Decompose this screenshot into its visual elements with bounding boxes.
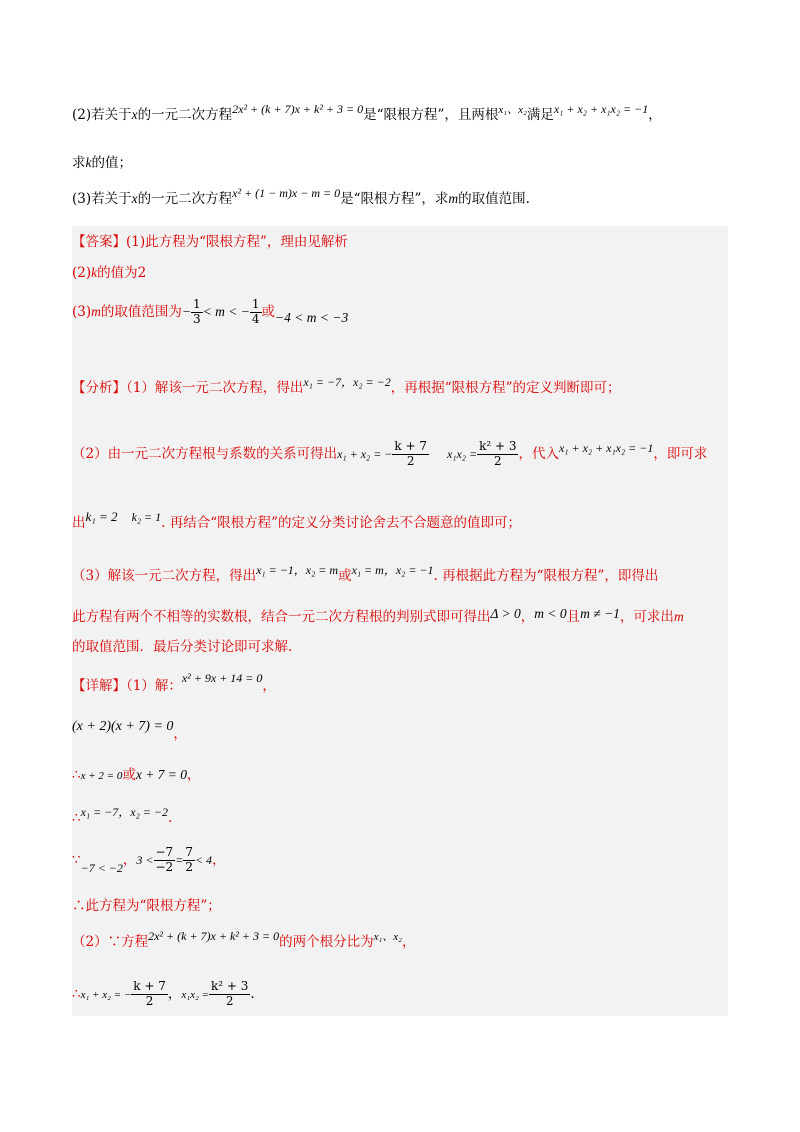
analysis-3-mne: m ≠ −1 [580, 606, 620, 621]
analysis-3-m: m [673, 609, 684, 624]
detail-3-end: ， [187, 767, 201, 783]
q2-k: k [85, 155, 92, 170]
answer-3-mid: 的取值范围为 [100, 303, 182, 320]
detail-7b: 的两个根分比为 [279, 934, 374, 950]
d5-num2: 7 [185, 845, 193, 859]
detail-1-end: ， [262, 678, 276, 694]
detail-5-frac2 [183, 846, 195, 875]
q2-equation: 2x² + (k + 7)x + k² + 3 = 0 [232, 102, 364, 116]
detail-4-therefore: ∴ [72, 810, 81, 826]
detail-8-therefore: ∴ [72, 985, 81, 1002]
detail-5-ineq: −7 < −2 [80, 860, 123, 875]
analysis-2-sum-frac [392, 440, 429, 469]
analysis-2a: （2）由一元二次方程根与系数的关系可得出 [72, 445, 338, 462]
q2-text-d: 满足 [526, 107, 554, 123]
analysis-2-sum-left: x₁ + x₂ = − [337, 446, 393, 461]
d8-prod-den: 2 [225, 993, 234, 1008]
analysis-3-r2: x₁ = m，x₂ = −1 [351, 563, 434, 577]
answer-3-minus: − [181, 303, 191, 319]
analysis-3c: 此方程有两个不相等的实数根，结合一元二次方程根的判别式即可得出 [72, 609, 491, 625]
sum-den: 2 [406, 453, 415, 468]
detail-3-therefore: ∴ [72, 767, 81, 783]
d8-sum-den: 2 [145, 993, 154, 1008]
prod-num: k² + 3 [479, 439, 517, 453]
detail-label: 【详解】 [72, 678, 126, 694]
detail-5-frac [154, 846, 176, 875]
analysis-2e: . 再结合“限根方程”的定义分类讨论舍去不合题意的值即可； [161, 515, 522, 531]
detail-line6 [72, 900, 221, 914]
q2-line1 [72, 102, 662, 123]
answer-3-ineq2: −4 < m < −3 [275, 309, 349, 325]
prod-den: 2 [493, 453, 502, 468]
frac1-den: 3 [193, 311, 201, 326]
d5-num: −7 [155, 845, 174, 859]
analysis-line5 [72, 606, 684, 625]
analysis-3-r1: x₁ = −1，x₂ = m [256, 563, 339, 577]
sum-num: k + 7 [394, 439, 427, 453]
detail-3-eq1: x + 2 = 0 [80, 770, 123, 782]
detail-8-comma: ， [167, 985, 182, 1002]
answer-2-post: 的值为2 [97, 265, 147, 281]
answer-3-m: m [91, 303, 101, 319]
detail-7a: （2）∵方程 [72, 934, 149, 950]
detail-5-end: ， [212, 851, 226, 868]
detail-line4 [72, 805, 173, 826]
q3-text-d: 的取值范围. [458, 191, 530, 207]
answer-3-frac1 [191, 298, 203, 327]
detail-5-comma: ， [122, 851, 137, 868]
answer-2-pre: (2) [72, 265, 92, 281]
detail-line8 [72, 980, 255, 1009]
q3-text-a: (3)若关于 [72, 191, 132, 207]
detail-3-eq2: x + 7 = 0 [135, 767, 188, 782]
analysis-line1 [72, 375, 621, 396]
q3-text-c: 是“限根方程”，求 [340, 191, 449, 207]
detail-4-eq: x₁ = −7，x₂ = −2 [80, 805, 168, 819]
detail-8-prod-left: x₁x₂ = [181, 988, 209, 1001]
detail-5-b: = [175, 852, 184, 867]
analysis-line6 [72, 641, 292, 655]
detail-line5 [72, 846, 226, 875]
answer-2-k: k [91, 265, 98, 280]
analysis-line2 [72, 440, 707, 469]
detail-line2 [72, 719, 187, 742]
detail-4-end: . [167, 810, 173, 826]
answer-3-ineq-mid: < m < − [202, 303, 250, 319]
q2-text-b: 的一元二次方程 [137, 107, 233, 123]
q2-condition: x₁ + x₂ + x₁x₂ = −1 [553, 102, 649, 116]
d8-sum-num: k + 7 [133, 979, 166, 993]
detail-8-end: . [250, 985, 255, 1002]
q2-text-g: 的值； [91, 155, 132, 171]
analysis-2-k1: k₁ = 2 [85, 509, 118, 524]
analysis-2-prod-frac [477, 440, 518, 469]
analysis-1-roots: x₁ = −7，x₂ = −2 [303, 375, 391, 389]
analysis-label: 【分析】 [72, 380, 126, 396]
analysis-2-prod-left: x₁x₂ = [446, 446, 478, 461]
analysis-2-k2: k₂ = 1 [131, 510, 162, 524]
detail-7-roots: x₁、x₂ [373, 931, 402, 943]
answer-3-frac2 [250, 298, 262, 327]
detail-3-or: 或 [122, 767, 136, 783]
analysis-2b: ，代入 [518, 445, 559, 462]
detail-8-sum-frac [131, 980, 168, 1009]
detail-5-because: ∵ [72, 851, 81, 868]
detail-line7 [72, 929, 416, 950]
q2-line2 [72, 156, 132, 171]
detail-1-eq: x² + 9x + 14 = 0 [181, 671, 263, 685]
q3-equation: x² + (1 − m)x − m = 0 [232, 186, 341, 200]
answer-1: (1)此方程为“限根方程”，理由见解析 [126, 234, 348, 250]
detail-7-end: ， [402, 934, 416, 950]
analysis-3-or: 或 [338, 568, 352, 584]
analysis-3a: （3）解该一元二次方程，得出 [72, 568, 257, 584]
q3-line [72, 186, 530, 207]
answer-3-or: 或 [261, 303, 275, 320]
q2-text-a: (2)若关于 [72, 107, 132, 123]
detail-6: ∴此方程为“限根方程”； [72, 898, 221, 914]
detail-1a: （1）解： [126, 678, 182, 694]
detail-line1 [72, 671, 276, 694]
detail-7-eq: 2x² + (k + 7)x + k² + 3 = 0 [148, 929, 280, 943]
frac2-num: 1 [251, 297, 260, 311]
answer-line1 [72, 236, 348, 250]
analysis-1b: ，再根据“限根方程”的定义判断即可； [390, 380, 621, 396]
analysis-3-and: 且 [566, 609, 581, 625]
analysis-3e: 的取值范围．最后分类讨论即可求解. [72, 639, 293, 655]
answer-line2 [72, 266, 146, 281]
d8-prod-num: k² + 3 [210, 979, 249, 993]
answer-3-pre: (3) [72, 303, 92, 320]
detail-2-eq: (x + 2)(x + 7) = 0 [72, 719, 174, 734]
detail-5-c: < 4 [194, 852, 213, 867]
detail-8-sum-left: x₁ + x₂ = − [80, 988, 132, 1001]
d5-den: −2 [155, 859, 174, 874]
frac1-num: 1 [193, 297, 201, 311]
q3-m: m [448, 191, 459, 206]
q2-roots: x₁、x₂ [498, 104, 527, 116]
detail-line3 [72, 768, 201, 783]
analysis-3-delta: Δ > 0 [490, 606, 521, 621]
detail-5-a: 3 < [136, 852, 154, 867]
d5-den2: 2 [185, 859, 193, 874]
q2-text-e: ， [648, 107, 662, 123]
answer-line3 [72, 298, 348, 327]
analysis-2-cond: x₁ + x₂ + x₁x₂ = −1 [558, 440, 654, 455]
analysis-2d: 出 [72, 515, 86, 531]
analysis-3-comma: ， [520, 609, 535, 625]
analysis-1a: （1）解该一元二次方程，得出 [126, 380, 304, 396]
q3-var: x [131, 191, 138, 206]
q3-text-b: 的一元二次方程 [137, 191, 233, 207]
analysis-3b: . 再根据此方程为“限根方程”，即得出 [433, 568, 659, 584]
analysis-line4 [72, 563, 659, 584]
frac2-den: 4 [251, 311, 260, 326]
analysis-2c: ，即可求 [653, 445, 708, 462]
answer-label: 【答案】 [72, 234, 126, 250]
detail-2-end: ， [173, 726, 187, 742]
q2-text-f: 求 [72, 155, 86, 171]
q2-text-c: 是“限根方程”，且两根 [363, 107, 499, 123]
q2-var: x [131, 107, 138, 122]
analysis-3d: ，可求出 [619, 609, 674, 625]
analysis-line3 [72, 509, 522, 531]
analysis-3-mlt: m < 0 [534, 606, 567, 621]
detail-8-prod-frac [209, 980, 250, 1009]
